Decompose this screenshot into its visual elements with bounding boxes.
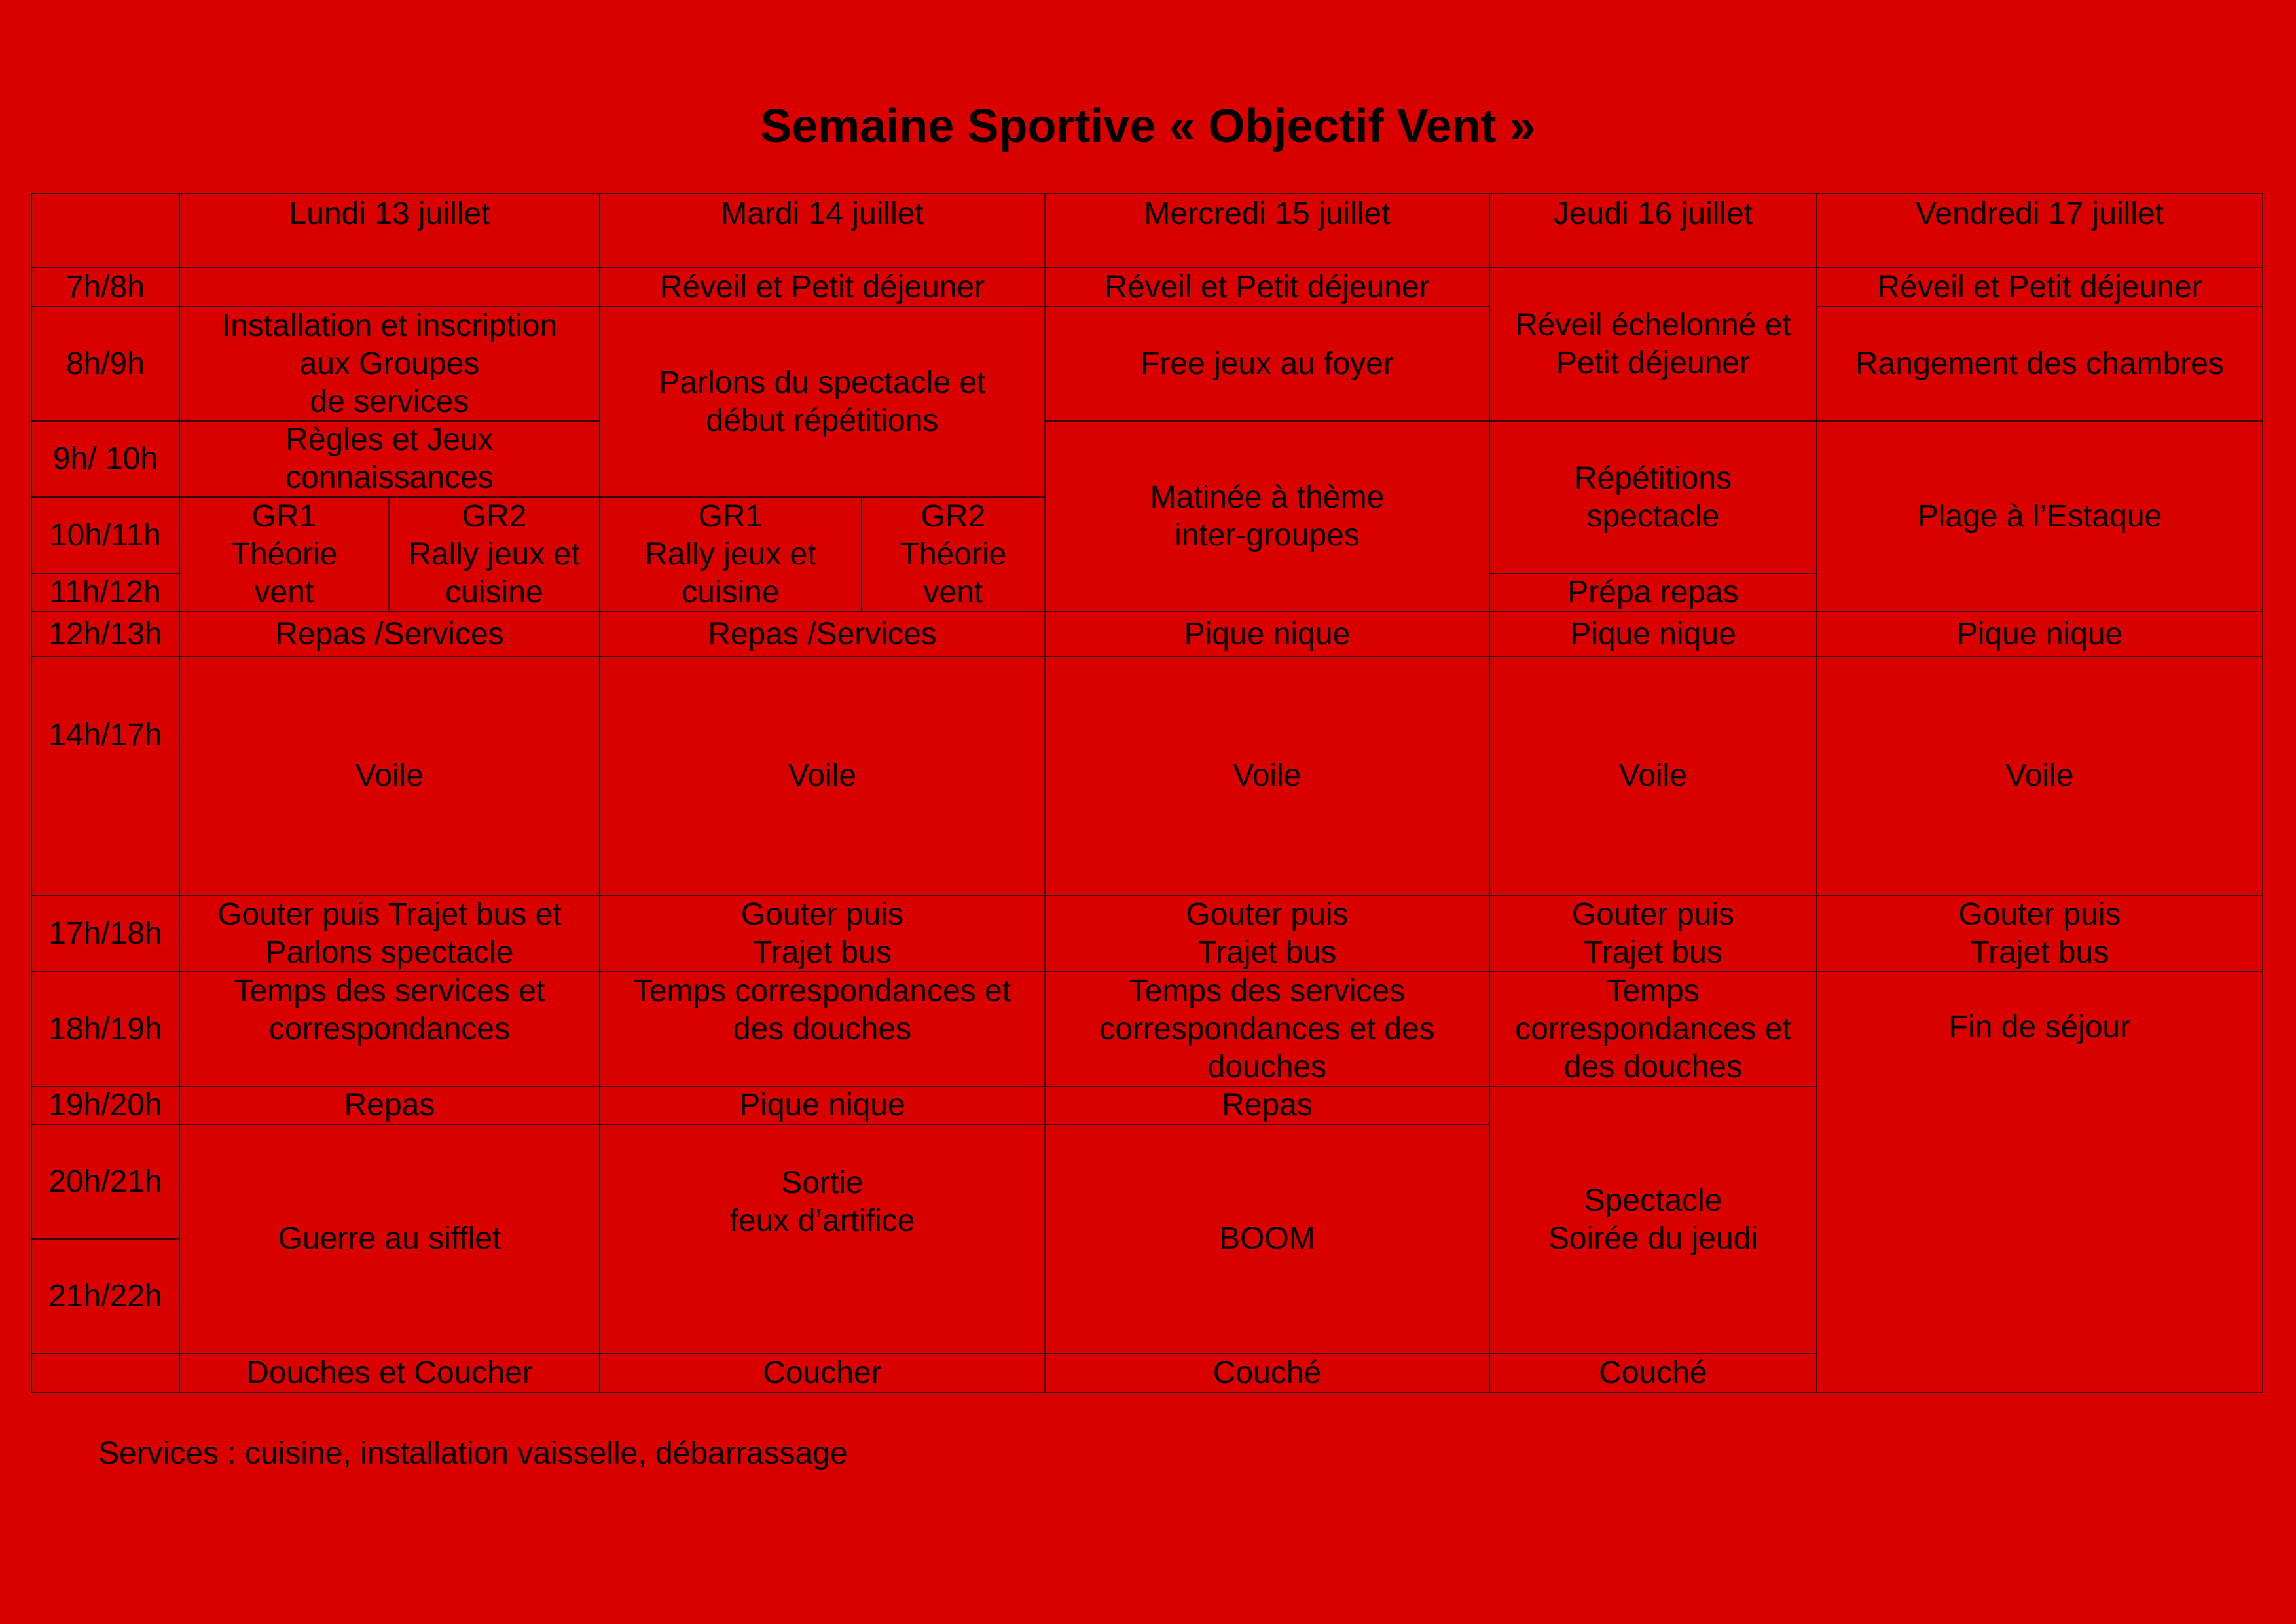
time-label: 11h/12h bbox=[31, 574, 180, 612]
activity-cell: Réveil et Petit déjeuner bbox=[1046, 268, 1490, 307]
day-header: Lundi 13 juillet bbox=[180, 193, 600, 268]
activity-cell bbox=[180, 268, 600, 307]
activity-cell: Gouter puis Trajet bus bbox=[1817, 896, 2263, 972]
activity-cell: Pique nique bbox=[1490, 612, 1817, 657]
activity-cell: Repas bbox=[1046, 1087, 1490, 1125]
time-label: 14h/17h bbox=[31, 657, 180, 896]
group-cell: GR1 Rally jeux et cuisine bbox=[600, 498, 862, 612]
time-label: 20h/21h bbox=[31, 1125, 180, 1240]
activity-cell: Règles et Jeux connaissances bbox=[180, 422, 600, 498]
activity-cell: Rangement des chambres bbox=[1817, 307, 2263, 422]
activity-cell: Réveil échelonné et Petit déjeuner bbox=[1490, 268, 1817, 422]
activity-cell: Gouter puis Trajet bus et Parlons spectacle bbox=[180, 896, 600, 972]
day-header: Mardi 14 juillet bbox=[600, 193, 1046, 268]
day-header: Vendredi 17 juillet bbox=[1817, 193, 2263, 268]
activity-cell: Matinée à thème inter-groupes bbox=[1046, 422, 1490, 612]
group-cell: GR2 Théorie vent bbox=[862, 498, 1046, 612]
time-label: 12h/13h bbox=[31, 612, 180, 657]
activity-cell: Gouter puis Trajet bus bbox=[1490, 896, 1817, 972]
activity-cell: Repas /Services bbox=[180, 612, 600, 657]
time-label: 8h/9h bbox=[31, 307, 180, 422]
activity-cell: Pique nique bbox=[1817, 612, 2263, 657]
activity-cell: Plage à l’Estaque bbox=[1817, 422, 2263, 612]
activity-cell: BOOM bbox=[1046, 1125, 1490, 1354]
page-title: Semaine Sportive « Objectif Vent » bbox=[760, 100, 1536, 153]
activity-cell: Fin de séjour bbox=[1817, 972, 2263, 1393]
services-footnote: Services : cuisine, installation vaisselle, débarrassage bbox=[98, 1436, 848, 1471]
activity-cell: Repas /Services bbox=[600, 612, 1046, 657]
activity-cell: Pique nique bbox=[600, 1087, 1046, 1125]
day-header: Jeudi 16 juillet bbox=[1490, 193, 1817, 268]
activity-cell: Voile bbox=[180, 657, 600, 896]
activity-cell: Gouter puis Trajet bus bbox=[600, 896, 1046, 972]
group-cell: GR1 Théorie vent bbox=[180, 498, 390, 612]
activity-cell: Réveil et Petit déjeuner bbox=[600, 268, 1046, 307]
activity-cell: Guerre au sifflet bbox=[180, 1125, 600, 1354]
group-cell: GR2 Rally jeux et cuisine bbox=[390, 498, 600, 612]
time-label: 10h/11h bbox=[31, 498, 180, 574]
activity-cell: Couché bbox=[1046, 1354, 1490, 1393]
time-label: 19h/20h bbox=[31, 1087, 180, 1125]
time-label: 9h/ 10h bbox=[31, 422, 180, 498]
schedule-table bbox=[31, 193, 2263, 1397]
activity-cell: Repas bbox=[180, 1087, 600, 1125]
time-label-empty bbox=[31, 1354, 180, 1393]
activity-cell: Sortie feux d’artifice bbox=[600, 1125, 1046, 1354]
activity-cell: Temps des services correspondances et des douches bbox=[1046, 972, 1490, 1087]
activity-cell: Voile bbox=[1490, 657, 1817, 896]
activity-cell: Couché bbox=[1490, 1354, 1817, 1393]
activity-cell: Parlons du spectacle et début répétitions bbox=[600, 307, 1046, 498]
time-label: 18h/19h bbox=[31, 972, 180, 1087]
activity-cell: Coucher bbox=[600, 1354, 1046, 1393]
activity-cell: Temps des services et correspondances bbox=[180, 972, 600, 1087]
activity-cell: Voile bbox=[600, 657, 1046, 896]
time-label: 17h/18h bbox=[31, 896, 180, 972]
activity-cell: Pique nique bbox=[1046, 612, 1490, 657]
activity-cell: Répétitions spectacle bbox=[1490, 422, 1817, 574]
activity-cell: Temps correspondances et des douches bbox=[600, 972, 1046, 1087]
activity-cell: Voile bbox=[1817, 657, 2263, 896]
activity-cell: Temps correspondances et des douches bbox=[1490, 972, 1817, 1087]
activity-cell: Douches et Coucher bbox=[180, 1354, 600, 1393]
activity-cell: Voile bbox=[1046, 657, 1490, 896]
corner-cell bbox=[31, 193, 180, 268]
activity-cell: Spectacle Soirée du jeudi bbox=[1490, 1087, 1817, 1354]
activity-cell: Installation et inscription aux Groupes de services bbox=[180, 307, 600, 422]
time-label: 7h/8h bbox=[31, 268, 180, 307]
time-label: 21h/22h bbox=[31, 1240, 180, 1354]
day-header: Mercredi 15 juillet bbox=[1046, 193, 1490, 268]
activity-cell: Prépa repas bbox=[1490, 574, 1817, 612]
activity-cell: Réveil et Petit déjeuner bbox=[1817, 268, 2263, 307]
activity-cell: Gouter puis Trajet bus bbox=[1046, 896, 1490, 972]
activity-cell: Free jeux au foyer bbox=[1046, 307, 1490, 422]
